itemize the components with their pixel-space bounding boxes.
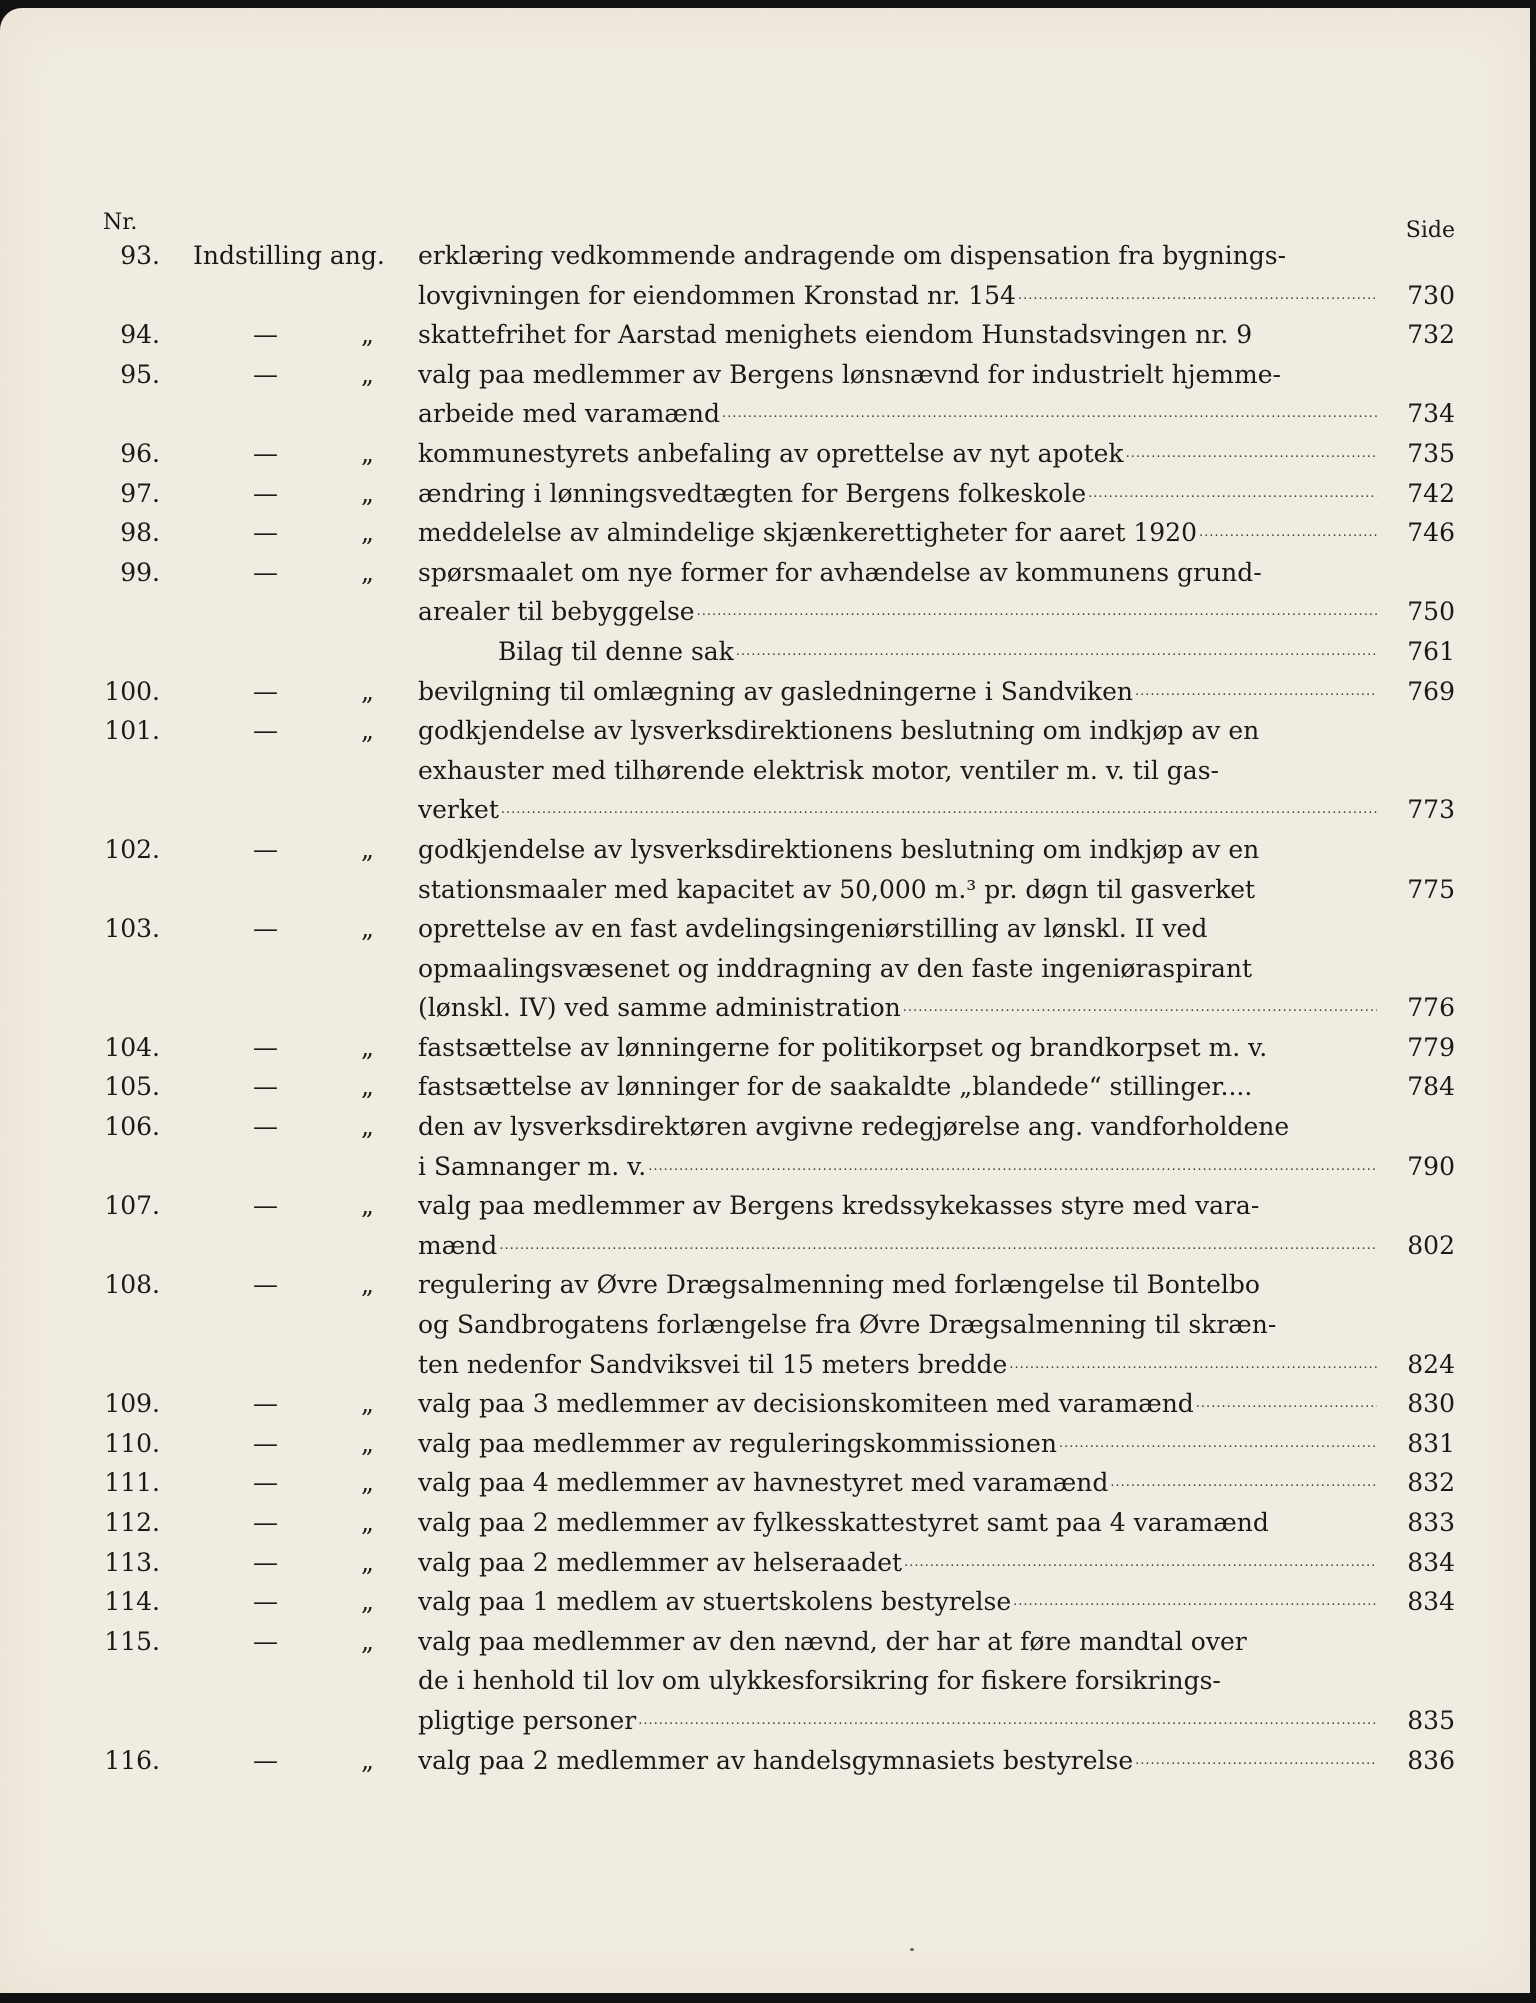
entry-line bbox=[100, 355, 1455, 395]
entry-text-content: ændring i lønningsvedtægten for Bergens folkeskole bbox=[418, 478, 1087, 508]
page-number: 742 bbox=[1407, 478, 1455, 508]
entry-line bbox=[100, 632, 1455, 672]
entry-line bbox=[100, 1503, 1455, 1543]
entry-line bbox=[100, 1265, 1455, 1305]
index-table bbox=[100, 208, 1455, 1780]
dot-leader bbox=[1133, 672, 1377, 712]
ditto-mark: „ bbox=[361, 1112, 374, 1142]
entry-text bbox=[418, 949, 1377, 989]
entry-text-content: valg paa medlemmer av den nævnd, der har at føre mandtal over bbox=[418, 1626, 1247, 1656]
entry-text-content: opmaalingsvæsenet og inddragning av den faste ingeniøraspirant bbox=[418, 953, 1253, 983]
entry-number: 102. bbox=[104, 834, 160, 864]
dot-leader bbox=[901, 988, 1377, 1028]
index-entry bbox=[100, 1543, 1455, 1583]
scanned-page bbox=[0, 8, 1530, 1993]
entry-line bbox=[100, 434, 1455, 474]
ditto-mark: „ bbox=[361, 1270, 374, 1300]
entry-number: 103. bbox=[104, 914, 160, 944]
page-number: 734 bbox=[1407, 399, 1455, 429]
entry-text-content: valg paa 2 medlemmer av handelsgymnasiets bestyrelse bbox=[418, 1745, 1134, 1775]
column-header bbox=[100, 208, 1455, 243]
ditto-dash: — bbox=[253, 1587, 278, 1617]
entry-line bbox=[100, 1701, 1455, 1741]
dot-leader bbox=[1007, 1345, 1377, 1385]
entry-text-content: arealer til bebyggelse bbox=[418, 597, 695, 627]
dot-leader bbox=[902, 1543, 1377, 1583]
entry-text bbox=[418, 1384, 1377, 1424]
page-number: 802 bbox=[1407, 1230, 1455, 1260]
entry-number: 100. bbox=[104, 676, 160, 706]
ditto-mark: „ bbox=[361, 359, 374, 389]
dot-leader bbox=[1197, 513, 1377, 553]
entry-text-content: valg paa 3 medlemmer av decisionskomiteen med varamænd bbox=[418, 1389, 1194, 1419]
entry-number: 106. bbox=[104, 1112, 160, 1142]
page-number: 836 bbox=[1407, 1745, 1455, 1775]
dot-leader bbox=[1057, 1424, 1377, 1464]
entry-text-content: (lønskl. IV) ved samme administration bbox=[418, 993, 901, 1023]
entry-number: 114. bbox=[104, 1587, 160, 1617]
index-entry bbox=[100, 1067, 1455, 1107]
entry-text-content: skattefrihet for Aarstad menighets eiendom Hunstadsvingen nr. 9 bbox=[418, 320, 1253, 350]
dot-leader bbox=[636, 1701, 1377, 1741]
index-entry bbox=[100, 1424, 1455, 1464]
ditto-dash: — bbox=[253, 438, 278, 468]
page-number: 732 bbox=[1407, 320, 1455, 350]
entry-text-content: verket bbox=[418, 795, 499, 825]
ditto-dash: — bbox=[253, 1072, 278, 1102]
entry-line bbox=[100, 592, 1455, 632]
ditto-dash: — bbox=[253, 1547, 278, 1577]
entry-line bbox=[100, 909, 1455, 949]
entry-number: 105. bbox=[104, 1072, 160, 1102]
page-number: 784 bbox=[1407, 1072, 1455, 1102]
entry-text-content: regulering av Øvre Drægsalmenning med forlængelse til Bontelbo bbox=[418, 1270, 1260, 1300]
entry-text bbox=[418, 1147, 1377, 1187]
ditto-dash: — bbox=[253, 716, 278, 746]
page-number: 830 bbox=[1407, 1389, 1455, 1419]
ditto-mark: „ bbox=[361, 557, 374, 587]
index-entry bbox=[100, 434, 1455, 474]
ditto-mark: „ bbox=[361, 1468, 374, 1498]
index-entry bbox=[100, 1582, 1455, 1622]
entry-text bbox=[418, 1463, 1377, 1503]
index-entry bbox=[100, 553, 1455, 632]
entry-line bbox=[100, 1384, 1455, 1424]
entry-text bbox=[418, 1305, 1377, 1345]
dot-leader bbox=[695, 592, 1377, 632]
entry-text-content: og Sandbrogatens forlængelse fra Øvre Drægsalmenning til skræn- bbox=[418, 1310, 1277, 1340]
entry-text-content: valg paa medlemmer av Bergens lønsnævnd for industrielt hjemme- bbox=[418, 359, 1281, 389]
ditto-mark: „ bbox=[361, 1191, 374, 1221]
index-entry bbox=[100, 355, 1455, 434]
ditto-mark: „ bbox=[361, 1587, 374, 1617]
entry-line bbox=[100, 1543, 1455, 1583]
entry-number: 109. bbox=[104, 1389, 160, 1419]
ditto-dash: — bbox=[253, 834, 278, 864]
entry-text bbox=[418, 1265, 1377, 1305]
entry-line bbox=[100, 1424, 1455, 1464]
entry-line bbox=[100, 513, 1455, 553]
index-entry bbox=[100, 474, 1455, 514]
entry-text bbox=[418, 236, 1377, 276]
index-entry bbox=[100, 1107, 1455, 1186]
entry-number: 107. bbox=[104, 1191, 160, 1221]
entry-text-content: exhauster med tilhørende elektrisk motor, ventiler m. v. til gas- bbox=[418, 755, 1219, 785]
page-number: 834 bbox=[1407, 1587, 1455, 1617]
entry-line bbox=[100, 1741, 1455, 1781]
index-entry bbox=[100, 1186, 1455, 1265]
entry-line bbox=[100, 1305, 1455, 1345]
entry-number: 99. bbox=[120, 557, 160, 587]
index-entry bbox=[100, 1265, 1455, 1384]
entry-text bbox=[418, 1345, 1377, 1385]
ditto-mark: „ bbox=[361, 438, 374, 468]
index-entry bbox=[100, 711, 1455, 830]
entry-number: 113. bbox=[104, 1547, 160, 1577]
dot-leader bbox=[720, 394, 1377, 434]
entry-text-content: den av lysverksdirektøren avgivne redegjørelse ang. vandforholdene bbox=[418, 1112, 1290, 1142]
ditto-dash: — bbox=[253, 676, 278, 706]
ditto-mark: „ bbox=[361, 518, 374, 548]
entry-text-content: fastsættelse av lønningerne for politikorpset og brandkorpset m. v. bbox=[418, 1032, 1268, 1062]
dot-leader bbox=[1124, 434, 1377, 474]
entry-text bbox=[418, 672, 1377, 712]
entry-text-content: erklæring vedkommende andragende om dispensation fra bygnings- bbox=[418, 241, 1287, 270]
entry-text-content: valg paa 2 medlemmer av fylkesskattestyret samt paa 4 varamænd bbox=[418, 1508, 1269, 1537]
ditto-mark: „ bbox=[361, 834, 374, 864]
entry-text-content: stationsmaaler med kapacitet av 50,000 m.³ pr. døgn til gasverket bbox=[418, 874, 1256, 904]
entry-text bbox=[418, 553, 1377, 593]
entry-text-content: bevilgning til omlægning av gasledningerne i Sandviken bbox=[418, 676, 1133, 706]
page-number: 775 bbox=[1407, 874, 1455, 904]
entry-text bbox=[418, 1067, 1377, 1107]
entry-line bbox=[100, 672, 1455, 712]
entry-number: 98. bbox=[120, 518, 160, 548]
entry-text bbox=[418, 1622, 1377, 1662]
entry-line bbox=[100, 1582, 1455, 1622]
entry-text bbox=[418, 1107, 1377, 1147]
entry-line bbox=[100, 394, 1455, 434]
dot-leader bbox=[499, 790, 1377, 830]
entry-text-content: meddelelse av almindelige skjænkerettigheter for aaret 1920 bbox=[418, 518, 1197, 548]
index-entry bbox=[100, 315, 1455, 355]
entry-number: 96. bbox=[120, 438, 160, 468]
page-number: 773 bbox=[1407, 795, 1455, 825]
entry-text bbox=[418, 1741, 1377, 1781]
entry-text-content: valg paa medlemmer av reguleringskommissionen bbox=[418, 1428, 1057, 1458]
ditto-dash: — bbox=[253, 1112, 278, 1142]
page-number: 779 bbox=[1407, 1032, 1455, 1062]
entry-line bbox=[100, 1147, 1455, 1187]
page-number: 761 bbox=[1407, 636, 1455, 666]
entry-text-content: i Samnanger m. v. bbox=[418, 1151, 647, 1181]
ditto-mark: „ bbox=[361, 1745, 374, 1775]
page-number: 831 bbox=[1407, 1428, 1455, 1458]
ditto-mark: „ bbox=[361, 716, 374, 746]
ditto-dash: — bbox=[253, 557, 278, 587]
entry-line bbox=[100, 1226, 1455, 1266]
entry-text bbox=[418, 434, 1377, 474]
ditto-dash: — bbox=[253, 478, 278, 508]
entry-text-content: lovgivningen for eiendommen Kronstad nr. 154 bbox=[418, 280, 1016, 310]
entry-text-content: arbeide med varamænd bbox=[418, 399, 721, 429]
dot-leader bbox=[1194, 1384, 1377, 1424]
ditto-mark: „ bbox=[361, 676, 374, 706]
entry-text-content: valg paa 4 medlemmer av havnestyret med varamænd bbox=[418, 1468, 1109, 1498]
entry-text bbox=[418, 315, 1377, 355]
entry-lead bbox=[193, 236, 418, 276]
entry-number: 108. bbox=[104, 1270, 160, 1300]
page-number: 835 bbox=[1407, 1705, 1455, 1735]
dot-leader bbox=[1016, 276, 1377, 316]
ditto-mark: „ bbox=[361, 1508, 374, 1537]
ditto-dash: — bbox=[253, 1626, 278, 1656]
entry-text bbox=[418, 1661, 1377, 1701]
index-entry bbox=[100, 1384, 1455, 1424]
entry-text-content: spørsmaalet om nye former for avhændelse av kommunens grund- bbox=[418, 557, 1262, 587]
entry-text bbox=[418, 988, 1377, 1028]
entry-text-content: de i henhold til lov om ulykkesforsikring for fiskere forsikrings- bbox=[418, 1666, 1221, 1696]
entry-text bbox=[418, 711, 1377, 751]
index-entry bbox=[100, 1741, 1455, 1781]
entry-line bbox=[100, 870, 1455, 910]
entry-text-content: godkjendelse av lysverksdirektionens beslutning om indkjøp av en bbox=[418, 716, 1260, 746]
entry-number: 97. bbox=[120, 478, 160, 508]
entry-number: 95. bbox=[120, 359, 160, 389]
entry-number: 93. bbox=[120, 241, 160, 270]
ditto-mark: „ bbox=[361, 914, 374, 944]
entry-line bbox=[100, 553, 1455, 593]
entry-text-content: fastsættelse av lønninger for de saakaldte „blandede“ stillinger.... bbox=[418, 1072, 1253, 1102]
page-number: 746 bbox=[1407, 518, 1455, 548]
entry-number: 111. bbox=[104, 1468, 160, 1498]
ditto-dash: — bbox=[253, 1191, 278, 1221]
entry-text bbox=[418, 632, 1377, 672]
entry-text-content: valg paa medlemmer av Bergens kredssykekasses styre med vara- bbox=[418, 1191, 1260, 1221]
page-number: 776 bbox=[1407, 993, 1455, 1023]
dot-leader bbox=[1011, 1582, 1377, 1622]
ditto-mark: „ bbox=[361, 478, 374, 508]
index-entry bbox=[100, 1028, 1455, 1068]
page-number: 834 bbox=[1407, 1547, 1455, 1577]
entry-text-content: pligtige personer bbox=[418, 1705, 637, 1735]
page-number: 769 bbox=[1407, 676, 1455, 706]
page-number: 730 bbox=[1407, 280, 1455, 310]
entry-line bbox=[100, 236, 1455, 276]
ditto-dash: — bbox=[253, 320, 278, 350]
entry-text bbox=[418, 909, 1377, 949]
ditto-dash: — bbox=[253, 518, 278, 548]
entry-line bbox=[100, 1345, 1455, 1385]
entry-text bbox=[418, 790, 1377, 830]
entry-number: 116. bbox=[104, 1745, 160, 1775]
entry-line bbox=[100, 474, 1455, 514]
entry-text bbox=[418, 1424, 1377, 1464]
page-number: 790 bbox=[1407, 1151, 1455, 1181]
entry-text bbox=[418, 1543, 1377, 1583]
entry-line bbox=[100, 315, 1455, 355]
entry-text-content: valg paa 1 medlem av stuertskolens bestyrelse bbox=[418, 1587, 1012, 1617]
entry-line bbox=[100, 751, 1455, 791]
entry-text bbox=[418, 1186, 1377, 1226]
entry-line bbox=[100, 1661, 1455, 1701]
entry-lead-text: Indstilling ang. bbox=[193, 241, 385, 270]
nr-column-label: Nr. bbox=[103, 210, 138, 235]
ditto-mark: „ bbox=[361, 1626, 374, 1656]
ditto-dash: — bbox=[253, 1032, 278, 1062]
index-entry bbox=[100, 672, 1455, 712]
side-column-label: Side bbox=[1405, 218, 1455, 243]
entry-text-content: valg paa 2 medlemmer av helseraadet bbox=[418, 1547, 903, 1577]
ditto-mark: „ bbox=[361, 1547, 374, 1577]
dot-leader bbox=[1108, 1463, 1377, 1503]
entry-text bbox=[418, 1503, 1377, 1543]
dot-leader bbox=[734, 632, 1377, 672]
entry-text-content: ten nedenfor Sandviksvei til 15 meters bredde bbox=[418, 1349, 1008, 1379]
dot-leader bbox=[1086, 474, 1377, 514]
ditto-dash: — bbox=[253, 359, 278, 389]
index-entry bbox=[100, 236, 1455, 315]
dot-leader bbox=[1133, 1741, 1377, 1781]
ditto-dash: — bbox=[253, 914, 278, 944]
entry-text bbox=[418, 276, 1377, 316]
entry-number: 110. bbox=[104, 1428, 160, 1458]
entry-text-content: Bilag til denne sak bbox=[498, 636, 734, 666]
ditto-mark: „ bbox=[361, 1072, 374, 1102]
ditto-mark: „ bbox=[361, 1389, 374, 1419]
entry-number: 115. bbox=[104, 1626, 160, 1656]
dot-leader bbox=[497, 1226, 1377, 1266]
page-number: 750 bbox=[1407, 597, 1455, 627]
entry-text bbox=[418, 830, 1377, 870]
ditto-dash: — bbox=[253, 1428, 278, 1458]
entry-text bbox=[418, 1582, 1377, 1622]
entry-text bbox=[418, 1226, 1377, 1266]
entry-line bbox=[100, 949, 1455, 989]
index-entry bbox=[100, 632, 1455, 672]
entry-line bbox=[100, 1028, 1455, 1068]
entry-line bbox=[100, 790, 1455, 830]
entry-text-content: kommunestyrets anbefaling av oprettelse av nyt apotek bbox=[418, 438, 1124, 468]
index-entry bbox=[100, 1463, 1455, 1503]
entry-text bbox=[418, 592, 1377, 632]
ditto-dash: — bbox=[253, 1389, 278, 1419]
ditto-mark: „ bbox=[361, 1032, 374, 1062]
entry-line bbox=[100, 711, 1455, 751]
entry-text bbox=[418, 474, 1377, 514]
entry-number: 101. bbox=[104, 716, 160, 746]
entry-line bbox=[100, 1067, 1455, 1107]
index-entry bbox=[100, 909, 1455, 1028]
ditto-dash: — bbox=[253, 1270, 278, 1300]
entry-line bbox=[100, 276, 1455, 316]
entry-number: 104. bbox=[104, 1032, 160, 1062]
entry-text bbox=[418, 1701, 1377, 1741]
entry-text bbox=[418, 751, 1377, 791]
entry-text-content: oprettelse av en fast avdelingsingeniørstilling av lønskl. II ved bbox=[418, 914, 1208, 944]
index-entry bbox=[100, 1622, 1455, 1741]
page-number: 832 bbox=[1407, 1468, 1455, 1498]
entry-text-content: godkjendelse av lysverksdirektionens beslutning om indkjøp av en bbox=[418, 834, 1260, 864]
page-number: 824 bbox=[1407, 1349, 1455, 1379]
ditto-dash: — bbox=[253, 1745, 278, 1775]
page-speck bbox=[910, 1948, 914, 1951]
ditto-mark: „ bbox=[361, 1428, 374, 1458]
index-entry bbox=[100, 513, 1455, 553]
ditto-mark: „ bbox=[361, 320, 374, 350]
entry-text bbox=[418, 394, 1377, 434]
entry-line bbox=[100, 830, 1455, 870]
entry-number: 112. bbox=[104, 1508, 160, 1537]
entry-text bbox=[418, 355, 1377, 395]
entry-line bbox=[100, 1107, 1455, 1147]
page-number: 735 bbox=[1407, 438, 1455, 468]
index-entry bbox=[100, 830, 1455, 909]
ditto-dash: — bbox=[253, 1468, 278, 1498]
index-entry bbox=[100, 1503, 1455, 1543]
entry-line bbox=[100, 1622, 1455, 1662]
entry-number: 94. bbox=[120, 320, 160, 350]
entry-list bbox=[100, 236, 1455, 1780]
entry-line bbox=[100, 988, 1455, 1028]
entry-text bbox=[418, 870, 1377, 910]
dot-leader bbox=[646, 1147, 1377, 1187]
entry-text-content: mænd bbox=[418, 1230, 498, 1260]
page-number: 833 bbox=[1407, 1508, 1455, 1537]
entry-text bbox=[418, 513, 1377, 553]
entry-line bbox=[100, 1186, 1455, 1226]
entry-line bbox=[100, 1463, 1455, 1503]
entry-text bbox=[418, 1028, 1377, 1068]
ditto-dash: — bbox=[253, 1508, 278, 1537]
